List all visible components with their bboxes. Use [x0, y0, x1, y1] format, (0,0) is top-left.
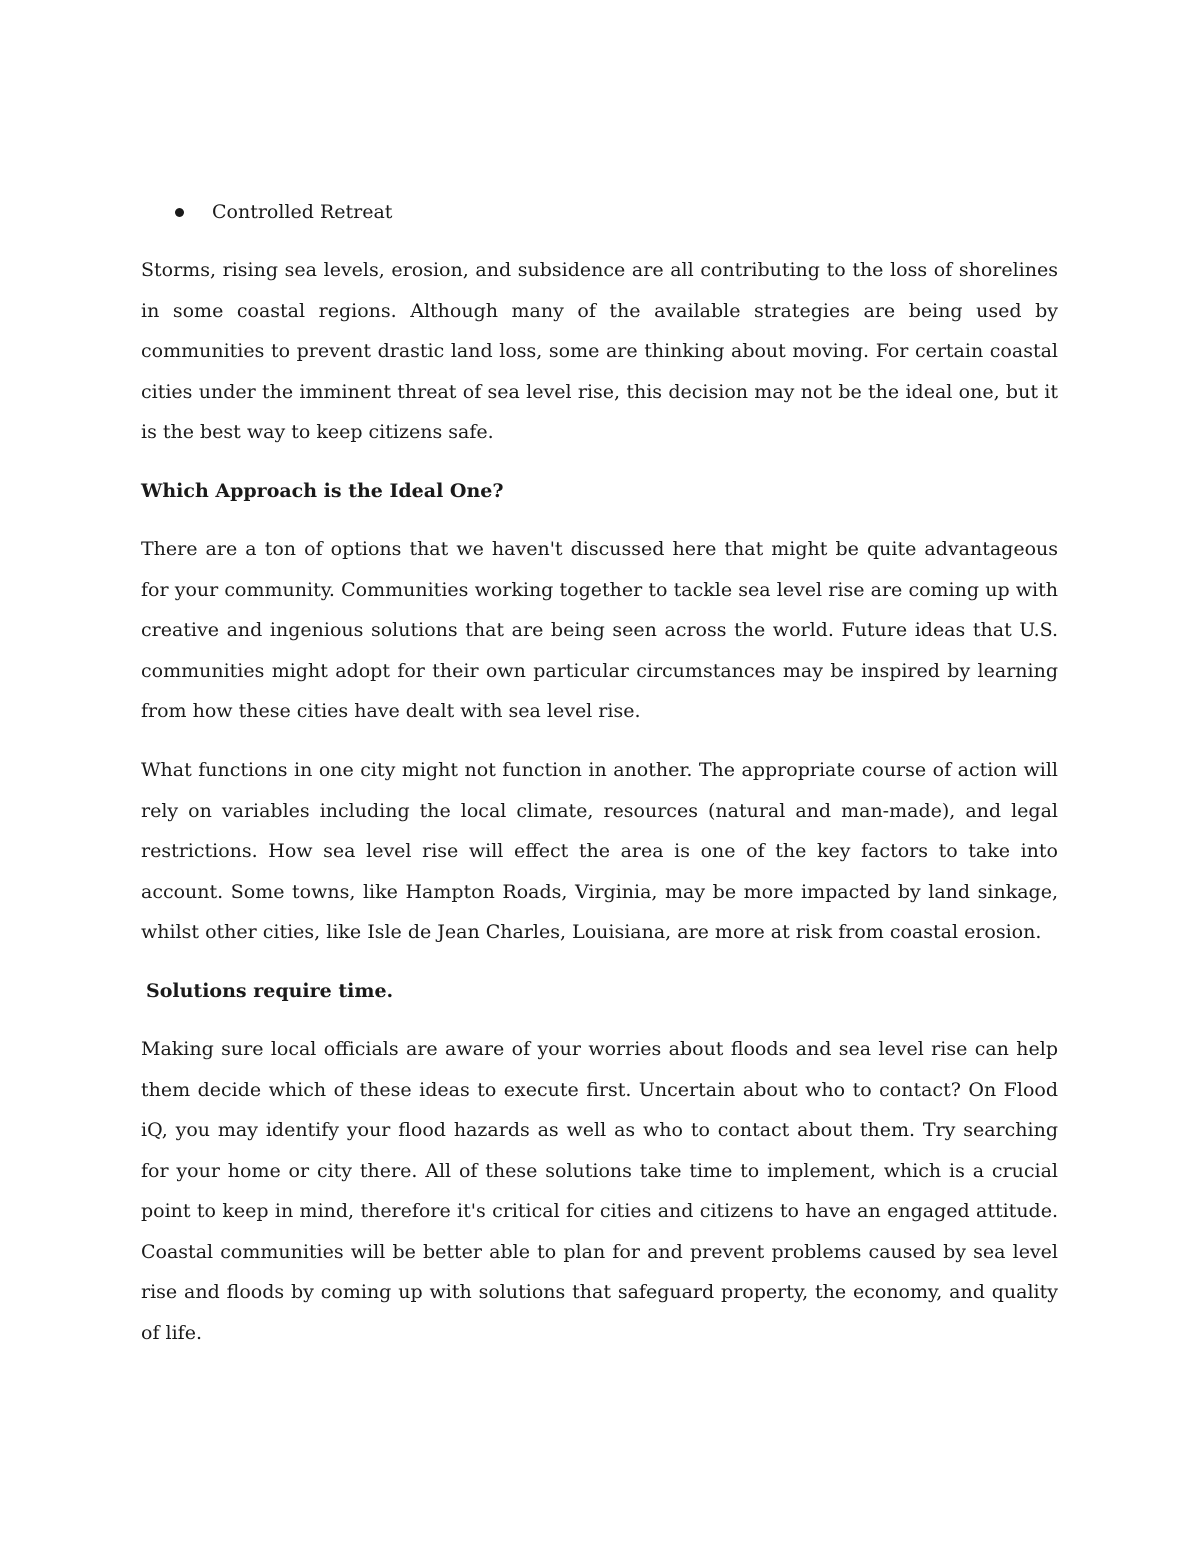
- bullet-list-item: [175, 192, 1058, 232]
- paragraph-options: There are a ton of options that we haven't discussed here that might be quite advantageous for your community. Communities working together to tackle sea level rise are coming up with creative and ingenious solutions that are being seen across the world. Future ideas that U.S. communities might adopt for their own particular circumstances may be inspired by learning from how these cities have dealt with sea level rise.: [141, 537, 1058, 723]
- section-heading-ideal-approach: Which Approach is the Ideal One?: [141, 479, 504, 502]
- bullet-icon: [175, 208, 184, 217]
- paragraph-local-variables: What functions in one city might not function in another. The appropriate course of action will rely on variables including the local climate, resources (natural and man-made), and legal restrictions. How sea level rise will effect the area is one of the key factors to take into account. Some towns, like Hampton Roads, Virginia, may be more impacted by land sinkage, whilst other cities, like Isle de Jean Charles, Louisiana, are more at risk from coastal erosion.: [141, 758, 1058, 944]
- paragraph-controlled-retreat: Storms, rising sea levels, erosion, and subsidence are all contributing to the loss of shorelines in some coastal regions. Although many of the available strategies are being used by communities to prevent drastic land loss, some are thinking about moving. For certain coastal cities under the imminent threat of sea level rise, this decision may not be the ideal one, but it is the best way to keep citizens safe.: [141, 259, 1058, 444]
- document-body: [141, 192, 1058, 1372]
- bullet-text: Controlled Retreat: [212, 201, 393, 223]
- section-heading-solutions-time: Solutions require time.: [146, 979, 394, 1002]
- paragraph-local-officials: Making sure local officials are aware of your worries about floods and sea level rise can help them decide which of these ideas to execute first. Uncertain about who to contact? On Flood iQ, you may identify your flood hazards as well as who to contact about them. Try searching for your home or city there. All of these solutions take time to implement, which is a crucial point to keep in mind, therefore it's critical for cities and citizens to have an engaged attitude. Coastal communities will be better able to plan for and prevent problems caused by sea level rise and floods by coming up with solutions that safeguard property, the economy, and quality of life.: [141, 1037, 1058, 1345]
